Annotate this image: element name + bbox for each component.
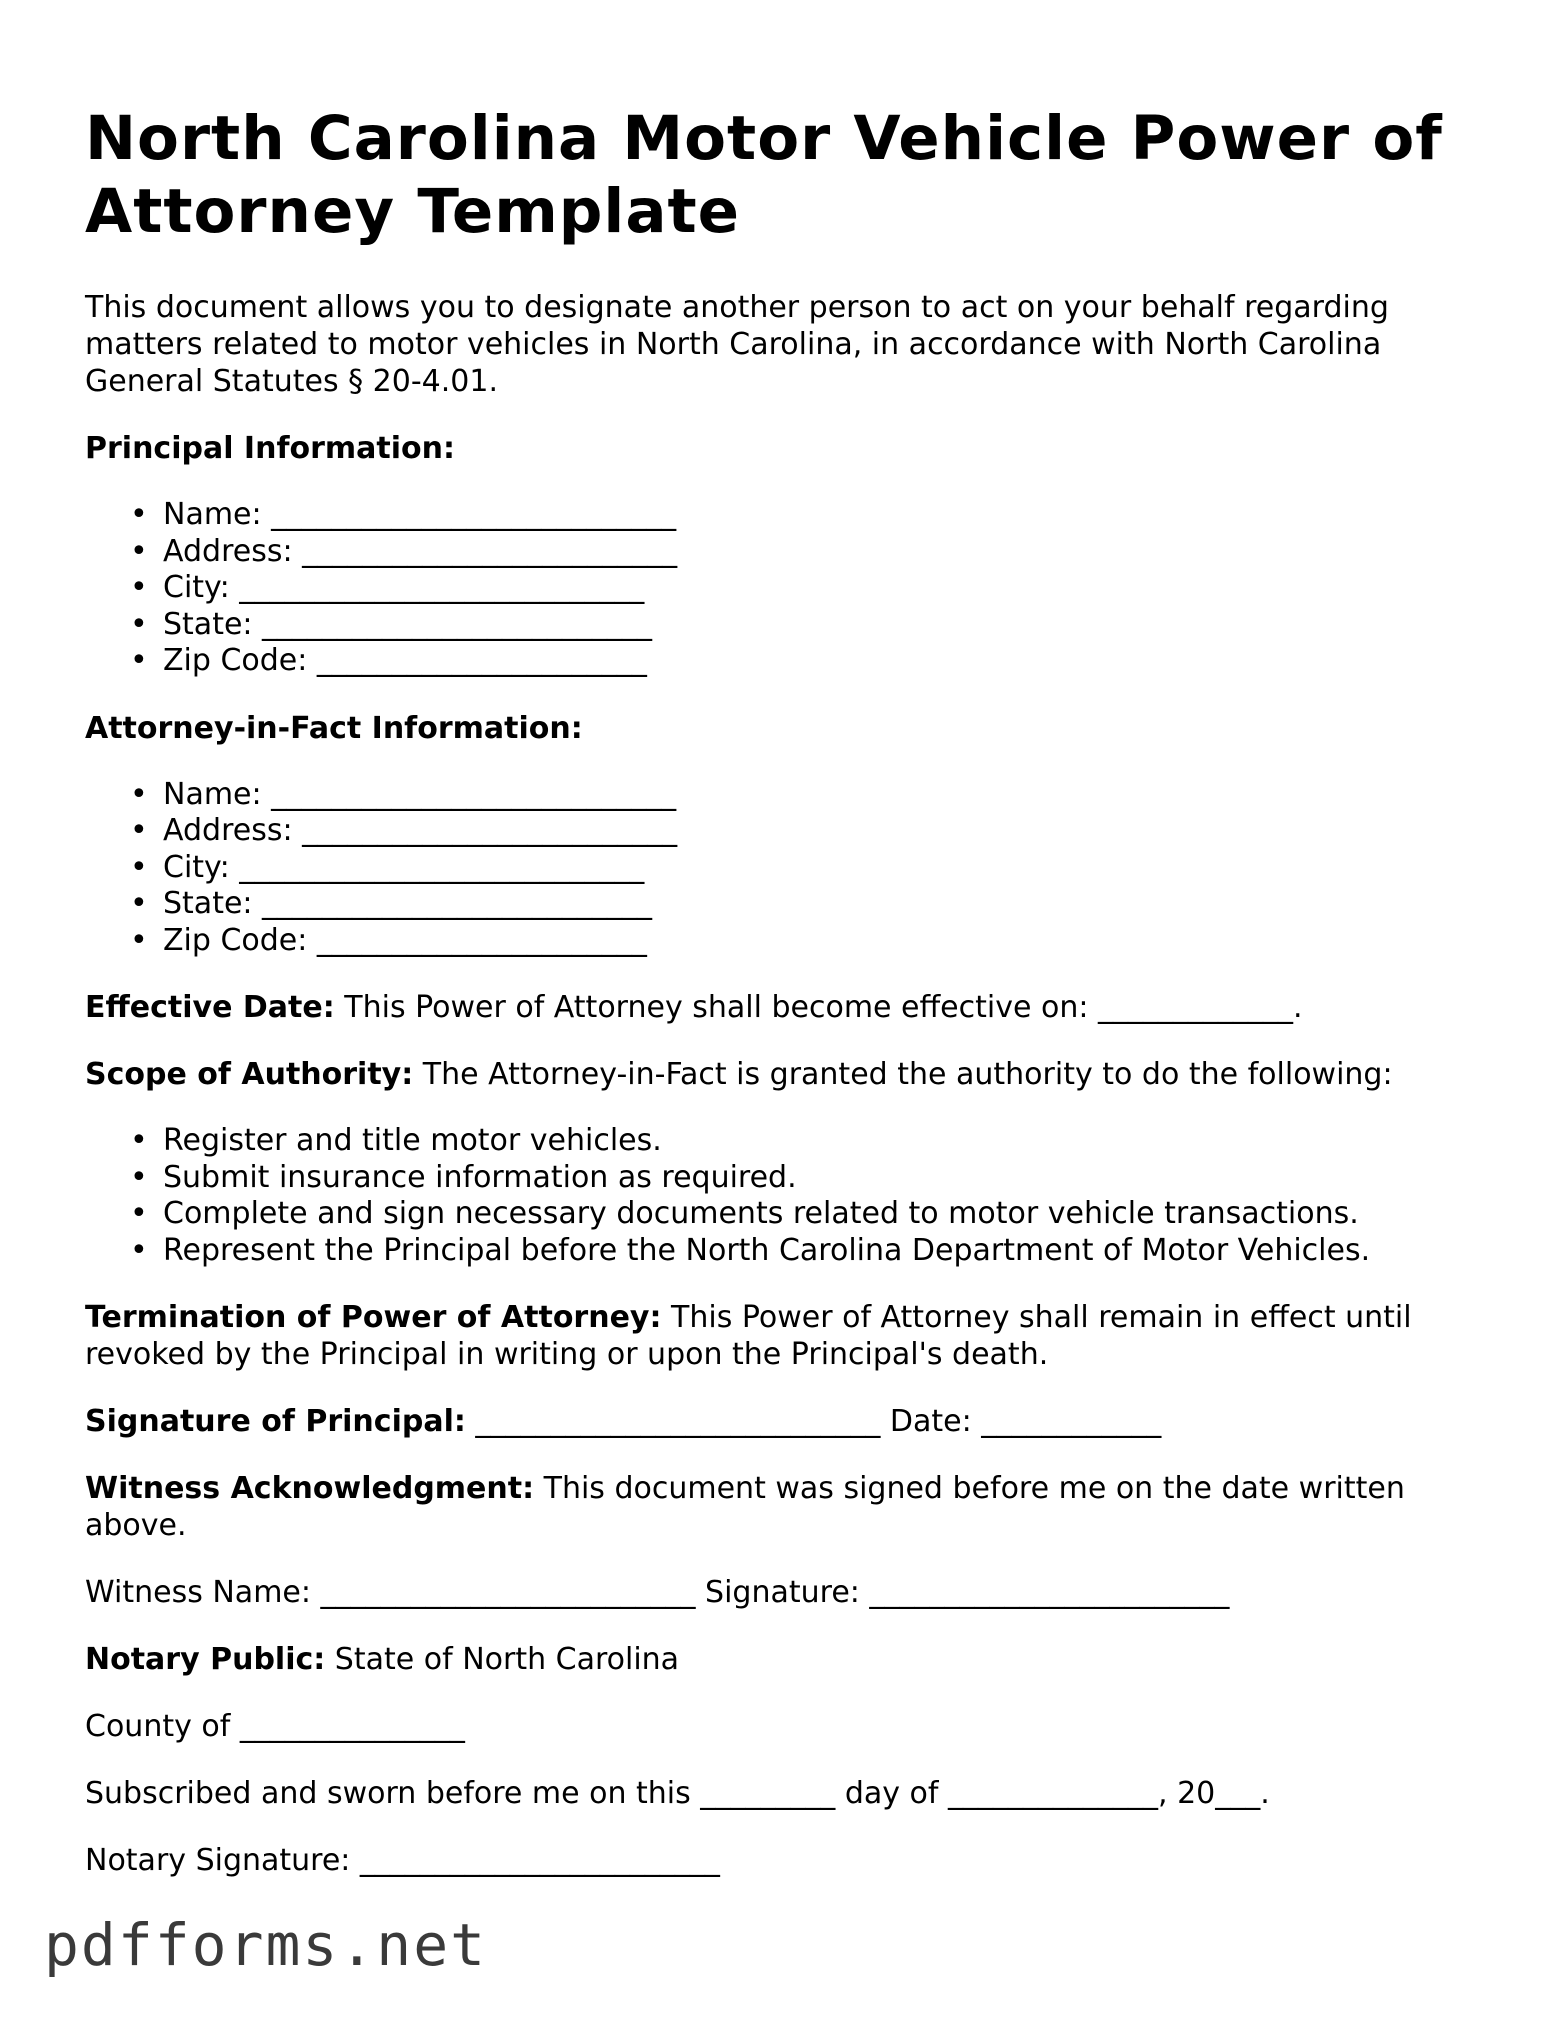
sworn-line: Subscribed and sworn before me on this _________ day of ______________, 20___.: [85, 1776, 1270, 1811]
attorney-fields: [85, 777, 1485, 960]
effective-date-text: This Power of Attorney shall become effective on: _____________.: [334, 990, 1303, 1025]
bullet-icon: •: [130, 643, 148, 678]
termination-label: Termination of Power of Attorney:: [85, 1300, 662, 1335]
bullet-icon: •: [130, 1123, 148, 1158]
principal-city-field: • City: ___________________________: [130, 570, 645, 605]
county-line: County of _______________: [85, 1709, 465, 1744]
intro-paragraph: This document allows you to designate another person to act on your behalf regarding matters related to motor vehicles in North Carolina, in accordance with North Carolina General Statutes § 20-4.01.: [85, 290, 1389, 399]
witness-text: This document was signed before me on the date written above.: [85, 1471, 1405, 1543]
bullet-icon: •: [130, 886, 148, 921]
scope-paragraph: [85, 1056, 1485, 1093]
scope-list: [85, 1123, 1485, 1269]
principal-heading: Principal Information:: [85, 431, 456, 466]
watermark-logo: pdfforms.net: [44, 1911, 488, 1979]
principal-zip-field: • Zip Code: ______________________: [130, 643, 647, 678]
effective-date-paragraph: [85, 989, 1485, 1026]
principal-signature-line: [85, 1403, 1485, 1440]
principal-signature-label: Signature of Principal:: [85, 1404, 466, 1439]
scope-text: The Attorney-in-Fact is granted the authority to do the following:: [413, 1057, 1393, 1092]
termination-paragraph: [85, 1299, 1485, 1373]
bullet-icon: •: [130, 849, 148, 885]
notary-paragraph: [85, 1641, 1485, 1678]
attorney-heading: Attorney-in-Fact Information:: [85, 710, 583, 746]
attorney-name-field: • Name: ___________________________: [130, 776, 677, 812]
principal-fields: [85, 497, 1485, 680]
bullet-icon: •: [130, 497, 148, 532]
bullet-icon: •: [130, 1196, 148, 1231]
bullet-icon: •: [130, 776, 148, 812]
notary-label: Notary Public:: [85, 1642, 326, 1677]
effective-date-label: Effective Date:: [85, 990, 335, 1025]
document-title: North Carolina Motor Vehicle Power of Attorney Template: [85, 103, 1443, 247]
attorney-address-field: • Address: _________________________: [130, 813, 678, 848]
principal-signature-blank: ___________________________ Date: ____________: [465, 1404, 1162, 1439]
attorney-zip-field: • Zip Code: ______________________: [130, 922, 647, 958]
notary-signature-line: Notary Signature: ________________________: [85, 1843, 720, 1878]
bullet-icon: •: [130, 813, 148, 848]
witness-paragraph: [85, 1470, 1485, 1544]
bullet-icon: •: [130, 1159, 148, 1195]
list-item: • Represent the Principal before the North Carolina Department of Motor Vehicles.: [130, 1232, 1371, 1268]
principal-state-field: • State: __________________________: [130, 606, 653, 642]
list-item: • Register and title motor vehicles.: [130, 1123, 662, 1158]
bullet-icon: •: [130, 570, 148, 605]
termination-text: This Power of Attorney shall remain in effect until revoked by the Principal in writing or upon the Principal's death.: [85, 1300, 1412, 1372]
list-item: • Submit insurance information as required.: [130, 1159, 797, 1195]
bullet-icon: •: [130, 1232, 148, 1268]
bullet-icon: •: [130, 533, 148, 569]
attorney-city-field: • City: ___________________________: [130, 849, 645, 885]
bullet-icon: •: [130, 606, 148, 642]
bullet-icon: •: [130, 922, 148, 958]
list-item: • Complete and sign necessary documents related to motor vehicle transactions.: [130, 1196, 1359, 1231]
witness-label: Witness Acknowledgment:: [85, 1471, 535, 1506]
scope-label: Scope of Authority:: [85, 1057, 414, 1092]
attorney-state-field: • State: __________________________: [130, 886, 653, 921]
witness-signature-line: Witness Name: _________________________ Signature: ________________________: [85, 1575, 1230, 1610]
principal-name-field: • Name: ___________________________: [130, 497, 677, 532]
notary-text: State of North Carolina: [325, 1642, 680, 1677]
document-page: [85, 102, 1485, 1879]
principal-address-field: • Address: _________________________: [130, 533, 678, 569]
